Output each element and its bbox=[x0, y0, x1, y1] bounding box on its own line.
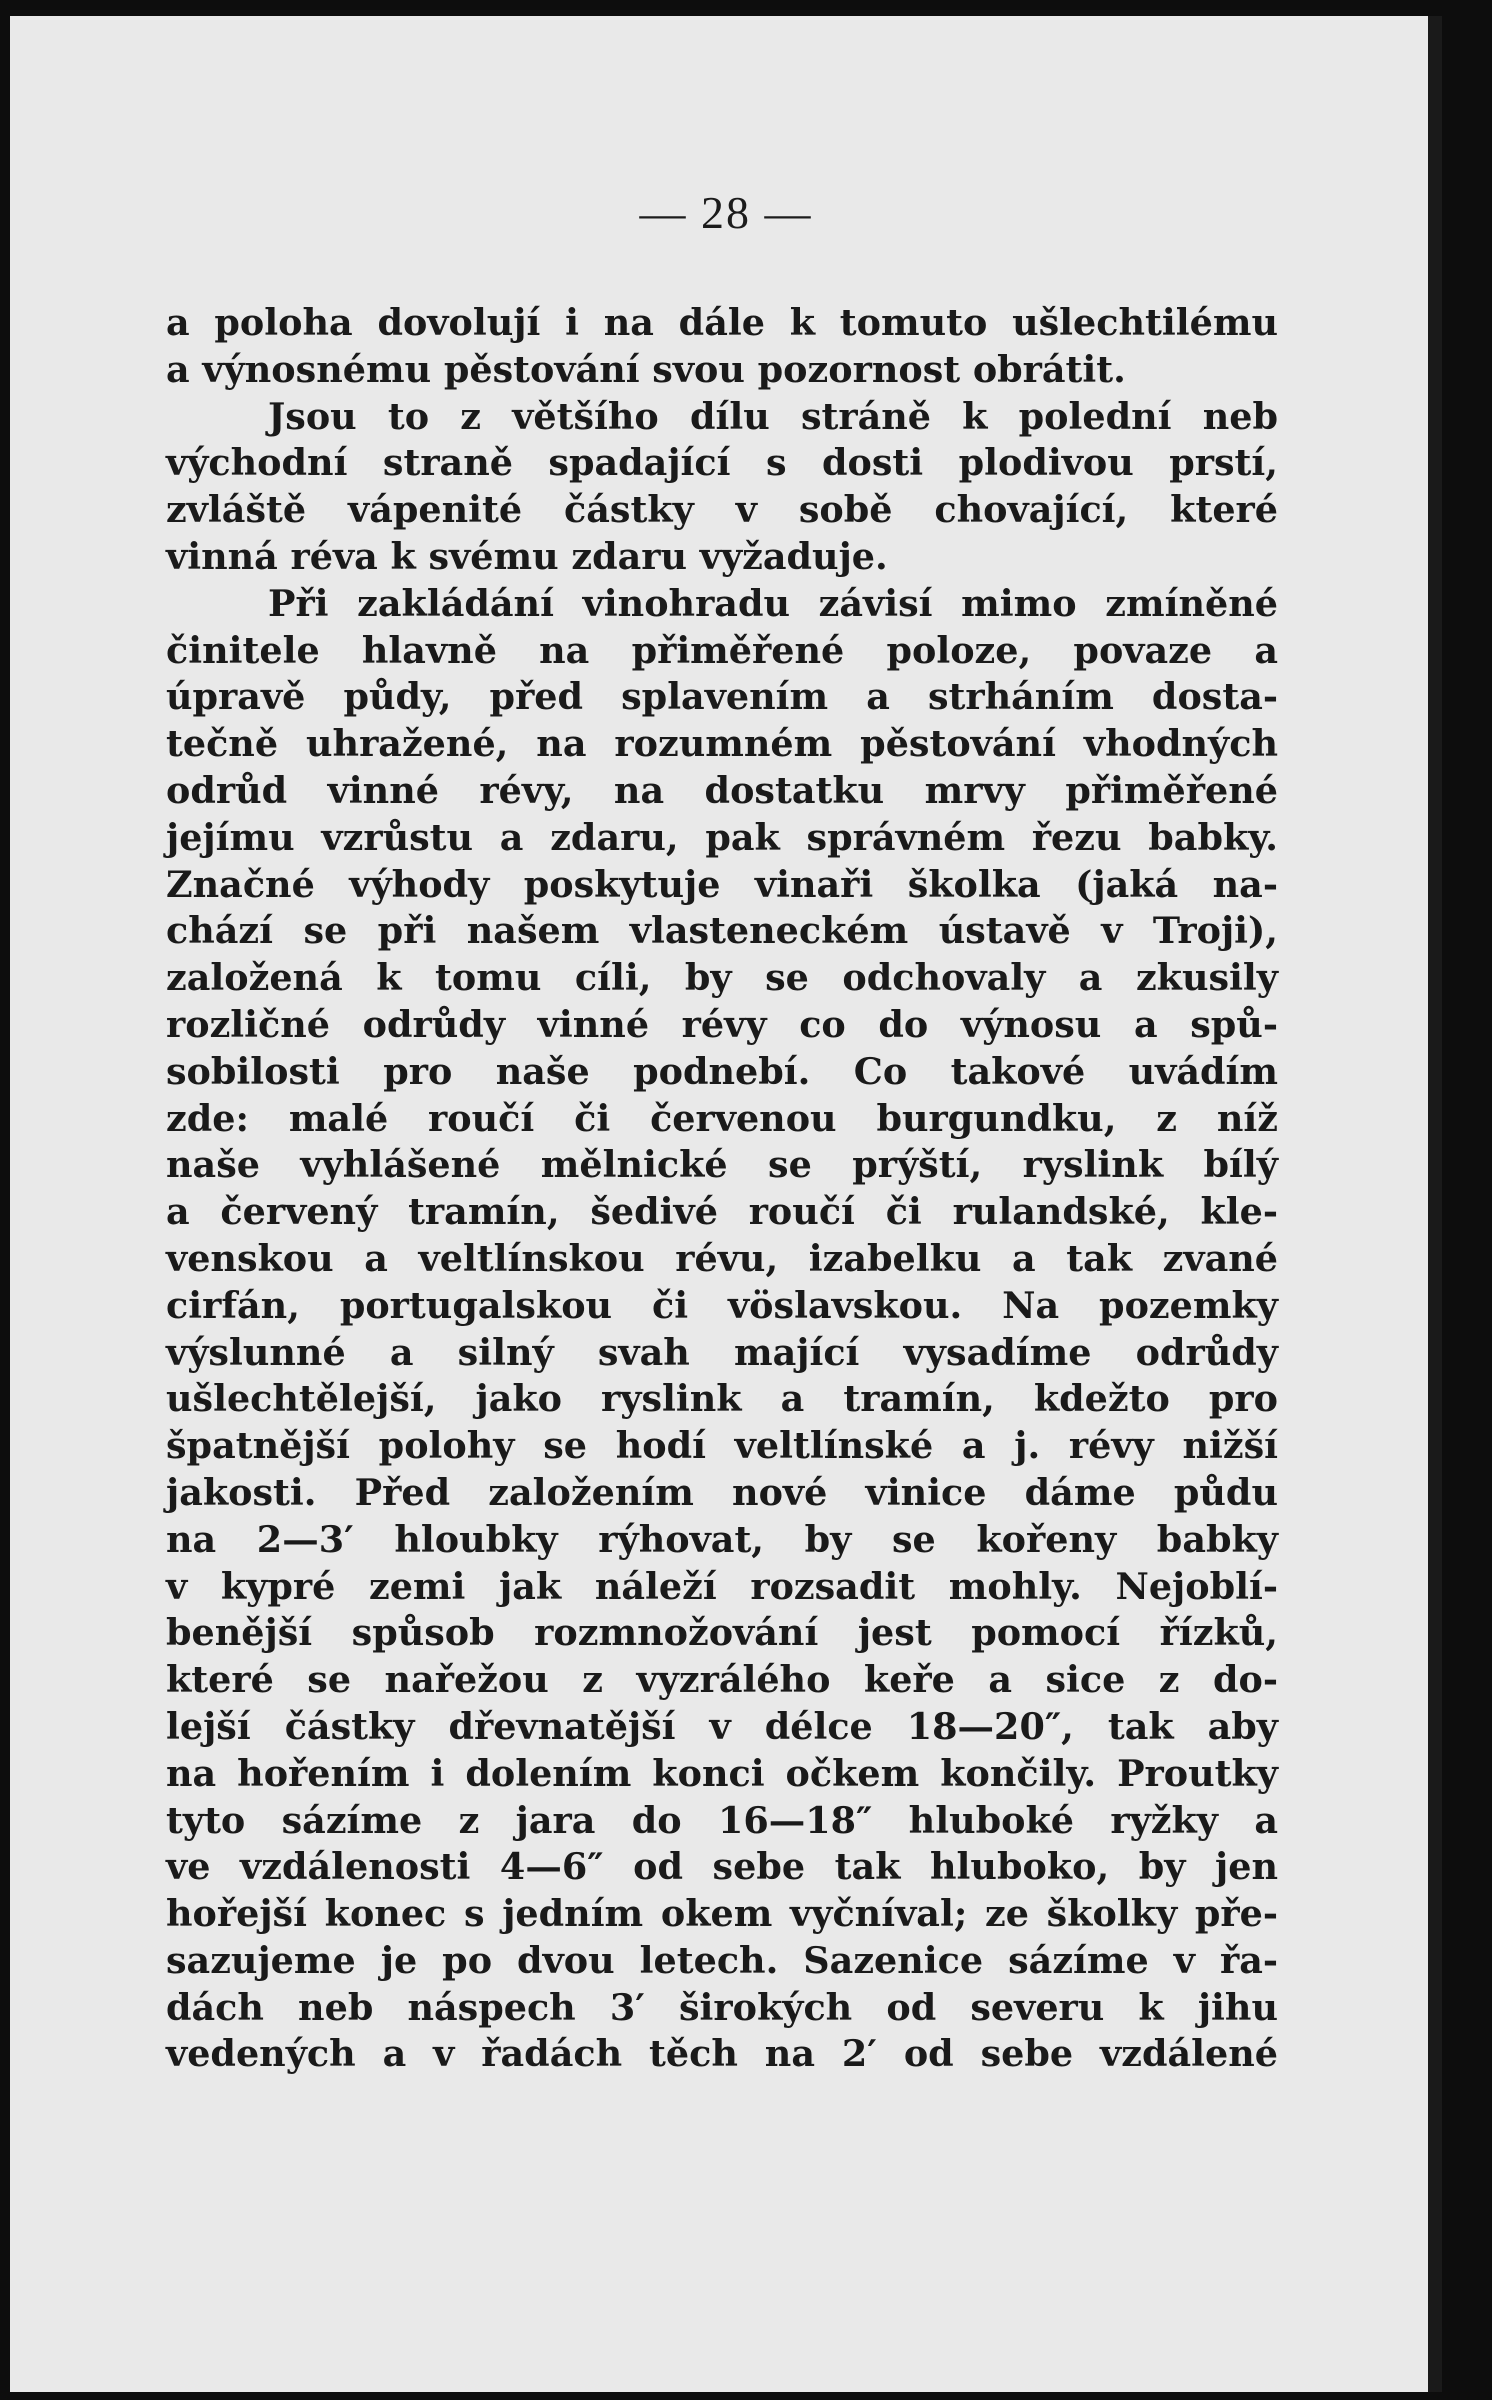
text-line: venskou a veltlínskou révu, izabelku a tak zvané bbox=[166, 1236, 1278, 1280]
text-line: rozličné odrůdy vinné révy co do výnosu a spů- bbox=[166, 1002, 1278, 1046]
text-line: v kypré zemi jak náleží rozsadit mohly. Nejoblí- bbox=[166, 1564, 1278, 1608]
text-line: sazujeme je po dvou letech. Sazenice sázíme v řa- bbox=[166, 1938, 1278, 1982]
text-line: benější spůsob rozmnožování jest pomocí řízků, bbox=[166, 1611, 1278, 1655]
text-line: a výnosnému pěstování svou pozornost obrátit. bbox=[166, 347, 1126, 391]
text-line: zde: malé roučí či červenou burgundku, z níž bbox=[166, 1096, 1278, 1140]
text-line: vinná réva k svému zdaru vyžaduje. bbox=[166, 534, 888, 578]
text-line: činitele hlavně na přiměřené poloze, povaze a bbox=[166, 628, 1278, 672]
text-line: naše vyhlášené mělnické se prýští, ryslink bílý bbox=[166, 1143, 1278, 1187]
text-line: ve vzdálenosti 4—6″ od sebe tak hluboko, by jen bbox=[166, 1845, 1278, 1889]
text-line: odrůd vinné révy, na dostatku mrvy přiměřené bbox=[166, 768, 1278, 812]
text-line: tečně uhražené, na rozumném pěstování vhodných bbox=[166, 722, 1278, 766]
text-line: založená k tomu cíli, by se odchovaly a zkusily bbox=[166, 956, 1278, 1000]
text-line: jakosti. Před založením nové vinice dáme půdu bbox=[166, 1470, 1278, 1514]
text-line: na hořením i dolením konci očkem končily. Proutky bbox=[166, 1751, 1278, 1795]
text-line: sobilosti pro naše podnebí. Co takové uvádím bbox=[166, 1049, 1278, 1093]
text-line: výslunné a silný svah mající vysadíme odrůdy bbox=[166, 1330, 1278, 1374]
text-line: Značné výhody poskytuje vinaři školka (jaká na- bbox=[166, 862, 1278, 906]
text-line: chází se při našem vlasteneckém ústavě v Troji), bbox=[166, 909, 1278, 953]
text-line: dách neb náspech 3′ širokých od severu k jihu bbox=[166, 1985, 1278, 2029]
body-text bbox=[166, 300, 1278, 2078]
text-line: a červený tramín, šedivé roučí či rulandské, kle- bbox=[166, 1190, 1278, 1234]
text-line: Jsou to z většího dílu stráně k polední neb bbox=[268, 394, 1278, 438]
book-page bbox=[10, 16, 1442, 2392]
text-line: vedených a v řadách těch na 2′ od sebe vzdálené bbox=[166, 2032, 1278, 2076]
text-line: hořejší konec s jedním okem vyčníval; ze školky pře- bbox=[166, 1892, 1278, 1936]
text-line: cirfán, portugalskou či vöslavskou. Na pozemky bbox=[166, 1283, 1278, 1327]
text-line: zvláště vápenité částky v sobě chovající, které bbox=[166, 488, 1278, 532]
text-line: tyto sázíme z jara do 16—18″ hluboké ryžky a bbox=[166, 1798, 1278, 1842]
text-line: úpravě půdy, před splavením a strháním dosta- bbox=[166, 675, 1278, 719]
page-number: — 28 — bbox=[639, 187, 813, 238]
text-line: a poloha dovolují i na dále k tomuto ušlechtilému bbox=[166, 301, 1278, 344]
text-line: na 2—3′ hloubky rýhovat, by se kořeny babky bbox=[166, 1517, 1278, 1561]
text-line: Při zakládání vinohradu závisí mimo zmíněné bbox=[268, 581, 1278, 625]
text-line: jejímu vzrůstu a zdaru, pak správném řezu babky. bbox=[166, 815, 1278, 859]
page-edge-shadow bbox=[1428, 16, 1442, 2392]
text-line: lejší částky dřevnatější v délce 18—20″, tak aby bbox=[166, 1704, 1278, 1748]
text-line: špatnější polohy se hodí veltlínské a j. révy nižší bbox=[166, 1424, 1278, 1468]
text-line: které se nařežou z vyzrálého keře a sice z do- bbox=[166, 1658, 1278, 1702]
text-line: ušlechtělejší, jako ryslink a tramín, kdežto pro bbox=[166, 1377, 1278, 1421]
text-line: východní straně spadající s dosti plodivou prstí, bbox=[166, 441, 1278, 485]
